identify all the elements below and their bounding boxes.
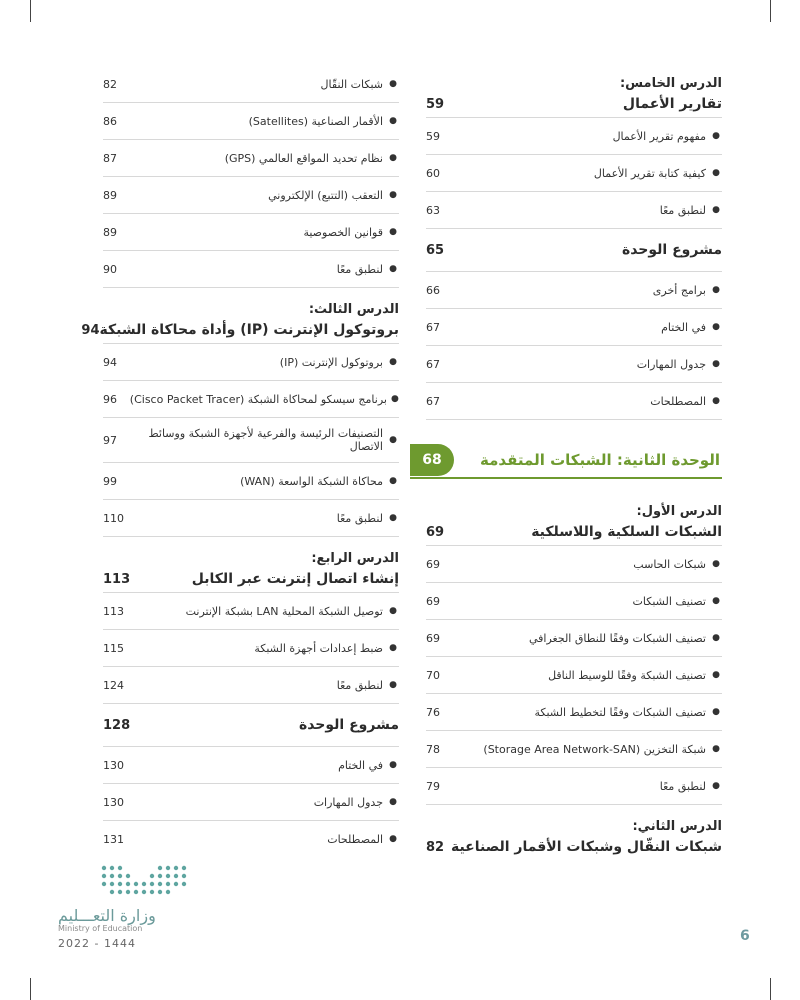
toc-entry[interactable]: [103, 103, 399, 140]
project-page: 65: [426, 242, 445, 258]
entry-page: 130: [103, 758, 124, 772]
bullet-icon: ●: [389, 435, 397, 445]
toc-entry[interactable]: [103, 667, 399, 704]
toc-entry[interactable]: [426, 620, 722, 657]
crop-mark: [770, 978, 771, 1000]
lesson-page: 113: [103, 571, 131, 587]
entry-page: 87: [103, 151, 117, 165]
entry-text: المصطلحات: [327, 832, 383, 846]
entry-page: 67: [426, 394, 440, 408]
entry-page: 67: [426, 357, 440, 371]
entry-page: 82: [103, 77, 117, 91]
crop-mark: [770, 0, 771, 22]
project-title: مشروع الوحدة: [621, 242, 722, 258]
entry-page: 115: [103, 641, 124, 655]
bullet-icon: ●: [389, 760, 397, 770]
bullet-icon: ●: [712, 781, 720, 791]
edition-year: 2022 - 1444: [58, 937, 136, 950]
entry-page: 69: [426, 557, 440, 571]
lesson-title: بروتوكول الإنترنت (IP) وأداة محاكاة الشبكة: [99, 322, 399, 338]
entry-text: لنطبق معًا: [336, 678, 383, 692]
entry-page: 89: [103, 188, 117, 202]
toc-entry[interactable]: [103, 747, 399, 784]
entry-page: 78: [426, 742, 440, 756]
entry-page: 66: [426, 283, 440, 297]
entry-text: التعقب (التتبع) الإلكتروني: [268, 188, 383, 202]
bullet-icon: ●: [712, 744, 720, 754]
lesson-label: الدرس الثاني:: [632, 819, 722, 834]
lesson-title: شبكات النقّال وشبكات الأقمار الصناعية: [450, 839, 722, 855]
toc-entry[interactable]: [103, 214, 399, 251]
entry-page: 69: [426, 594, 440, 608]
toc-entry[interactable]: [426, 192, 722, 229]
toc-entry[interactable]: [103, 418, 399, 463]
bullet-icon: ●: [389, 834, 397, 844]
bullet-icon: ●: [389, 476, 397, 486]
entry-text: شبكات النقّال: [320, 77, 383, 91]
entry-page: 76: [426, 705, 440, 719]
entry-text: تصنيف الشبكات وفقًا لتخطيط الشبكة: [534, 705, 706, 719]
bullet-icon: ●: [389, 643, 397, 653]
entry-page: 90: [103, 262, 117, 276]
entry-page: 97: [103, 433, 117, 447]
lesson-title: إنشاء اتصال إنترنت عبر الكابل: [191, 571, 399, 587]
toc-entry[interactable]: [103, 251, 399, 288]
entry-page: 124: [103, 678, 124, 692]
toc-entry[interactable]: [103, 593, 399, 630]
lesson-title: الشبكات السلكية واللاسلكية: [531, 524, 722, 540]
entry-text: جدول المهارات: [636, 357, 706, 371]
toc-entry[interactable]: [426, 546, 722, 583]
entry-text: برنامج سيسكو لمحاكاة الشبكة (Cisco Packet Tracer): [129, 392, 387, 406]
lesson1-heading[interactable]: [426, 494, 722, 546]
entry-text: برامج أخرى: [652, 283, 706, 297]
entry-page: 131: [103, 832, 124, 846]
entry-page: 59: [426, 129, 440, 143]
bullet-icon: ●: [389, 606, 397, 616]
bullet-icon: ●: [712, 559, 720, 569]
entry-page: 63: [426, 203, 440, 217]
entry-page: 70: [426, 668, 440, 682]
lesson-title: تقارير الأعمال: [622, 96, 722, 112]
entry-text: جدول المهارات: [313, 795, 383, 809]
entry-page: 79: [426, 779, 440, 793]
bullet-icon: ●: [389, 190, 397, 200]
entry-page: 130: [103, 795, 124, 809]
lesson-label: الدرس الثالث:: [308, 302, 399, 317]
lesson-label: الدرس الرابع:: [311, 551, 399, 566]
lesson3-heading[interactable]: [81, 288, 399, 344]
entry-text: لنطبق معًا: [336, 262, 383, 276]
entry-text: لنطبق معًا: [336, 511, 383, 525]
lesson4-heading[interactable]: [103, 537, 399, 593]
bullet-icon: ●: [389, 79, 397, 89]
entry-page: 67: [426, 320, 440, 334]
lesson-page: 69: [426, 524, 445, 540]
entry-text: الأقمار الصناعية (Satellites): [248, 114, 383, 128]
bullet-icon: ●: [389, 227, 397, 237]
entry-page: 110: [103, 511, 124, 525]
page-number: 6: [740, 928, 750, 944]
entry-page: 89: [103, 225, 117, 239]
entry-text: نظام تحديد المواقع العالمي (GPS): [224, 151, 383, 165]
entry-text: كيفية كتابة تقرير الأعمال: [593, 166, 706, 180]
entry-text: تصنيف الشبكات وفقًا للنطاق الجغرافي: [528, 631, 706, 645]
crop-mark: [30, 978, 31, 1000]
toc-entry[interactable]: [426, 155, 722, 192]
toc-entry[interactable]: [426, 272, 722, 309]
bullet-icon: ●: [712, 168, 720, 178]
entry-page: 94: [103, 355, 117, 369]
toc-right-column: [426, 66, 722, 420]
toc-entry[interactable]: [426, 309, 722, 346]
lesson-label: الدرس الأول:: [636, 504, 722, 519]
bullet-icon: ●: [389, 264, 397, 274]
unit-page-badge: 68: [410, 444, 454, 476]
bullet-icon: ●: [712, 596, 720, 606]
bullet-icon: ●: [712, 359, 720, 369]
lesson-page: 82: [426, 839, 445, 855]
entry-page: 60: [426, 166, 440, 180]
lesson-page: 94: [81, 322, 100, 338]
bullet-icon: ●: [389, 797, 397, 807]
bullet-icon: ●: [712, 205, 720, 215]
unit-project-heading[interactable]: [426, 229, 722, 272]
toc-entry[interactable]: [103, 784, 399, 821]
bullet-icon: ●: [712, 707, 720, 717]
bullet-icon: ●: [712, 396, 720, 406]
bullet-icon: ●: [712, 670, 720, 680]
ministry-name-arabic: وزارة التعـــليم: [58, 906, 156, 925]
bullet-icon: ●: [712, 322, 720, 332]
lesson5-heading[interactable]: [426, 66, 722, 118]
entry-page: 96: [103, 392, 117, 406]
toc-entry[interactable]: [426, 118, 722, 155]
entry-text: تصنيف الشبكة وفقًا للوسيط الناقل: [548, 668, 706, 682]
bullet-icon: ●: [389, 116, 397, 126]
project-title: مشروع الوحدة: [298, 717, 399, 733]
entry-text: تصنيف الشبكات: [632, 594, 706, 608]
bullet-icon: ●: [389, 680, 397, 690]
entry-text: لنطبق معًا: [659, 203, 706, 217]
toc-entry[interactable]: [426, 657, 722, 694]
unit-project-heading[interactable]: [103, 704, 399, 747]
bullet-icon: ●: [389, 357, 397, 367]
lesson-page: 59: [426, 96, 445, 112]
bullet-icon: ●: [712, 285, 720, 295]
toc-entry[interactable]: [103, 381, 399, 418]
entry-text: في الختام: [661, 320, 706, 334]
toc-entry[interactable]: [103, 630, 399, 667]
toc-entry[interactable]: [103, 177, 399, 214]
toc-entry[interactable]: [426, 694, 722, 731]
unit-title: الوحدة الثانية: الشبكات المتقدمة: [480, 451, 720, 469]
entry-text: المصطلحات: [650, 394, 706, 408]
entry-text: قوانين الخصوصية: [303, 225, 383, 239]
toc-left-column: [81, 66, 399, 857]
toc-entry[interactable]: [426, 768, 722, 805]
entry-text: التصنيفات الرئيسة والفرعية لأجهزة الشبكة ووسائط الاتصال: [148, 427, 383, 453]
project-page: 128: [103, 717, 131, 733]
entry-text: محاكاة الشبكة الواسعة (WAN): [240, 474, 383, 488]
unit-divider: [410, 477, 722, 479]
bullet-icon: ●: [391, 394, 399, 404]
entry-text: لنطبق معًا: [659, 779, 706, 793]
toc-entry[interactable]: [103, 821, 399, 857]
entry-text: في الختام: [338, 758, 383, 772]
toc-entry[interactable]: [103, 500, 399, 537]
bullet-icon: ●: [389, 513, 397, 523]
crop-mark: [30, 0, 31, 22]
entry-text: ضبط إعدادات أجهزة الشبكة: [254, 641, 383, 655]
ministry-name-english: Ministry of Education: [58, 924, 143, 933]
bullet-icon: ●: [712, 633, 720, 643]
toc-entry[interactable]: [426, 383, 722, 420]
entry-text: شبكة التخزين (Storage Area Network-SAN): [483, 742, 706, 756]
toc-entry[interactable]: [426, 583, 722, 620]
entry-page: 99: [103, 474, 117, 488]
toc-entry[interactable]: [103, 463, 399, 500]
entry-text: بروتوكول الإنترنت (IP): [279, 355, 383, 369]
entry-text: توصيل الشبكة المحلية LAN بشبكة الإنترنت: [185, 604, 383, 618]
entry-text: مفهوم تقرير الأعمال: [612, 129, 706, 143]
entry-page: 69: [426, 631, 440, 645]
entry-page: 113: [103, 604, 124, 618]
lesson-label: الدرس الخامس:: [619, 76, 722, 91]
bullet-icon: ●: [389, 153, 397, 163]
toc-entry[interactable]: [426, 346, 722, 383]
toc-entry[interactable]: [426, 731, 722, 768]
toc-right-column-lower: [426, 494, 722, 860]
lesson2-heading[interactable]: [426, 805, 722, 860]
bullet-icon: ●: [712, 131, 720, 141]
toc-entry[interactable]: [103, 66, 399, 103]
entry-page: 86: [103, 114, 117, 128]
toc-entry[interactable]: [103, 344, 399, 381]
entry-text: شبكات الحاسب: [633, 557, 706, 571]
unit2-heading[interactable]: [410, 441, 722, 479]
toc-entry[interactable]: [103, 140, 399, 177]
